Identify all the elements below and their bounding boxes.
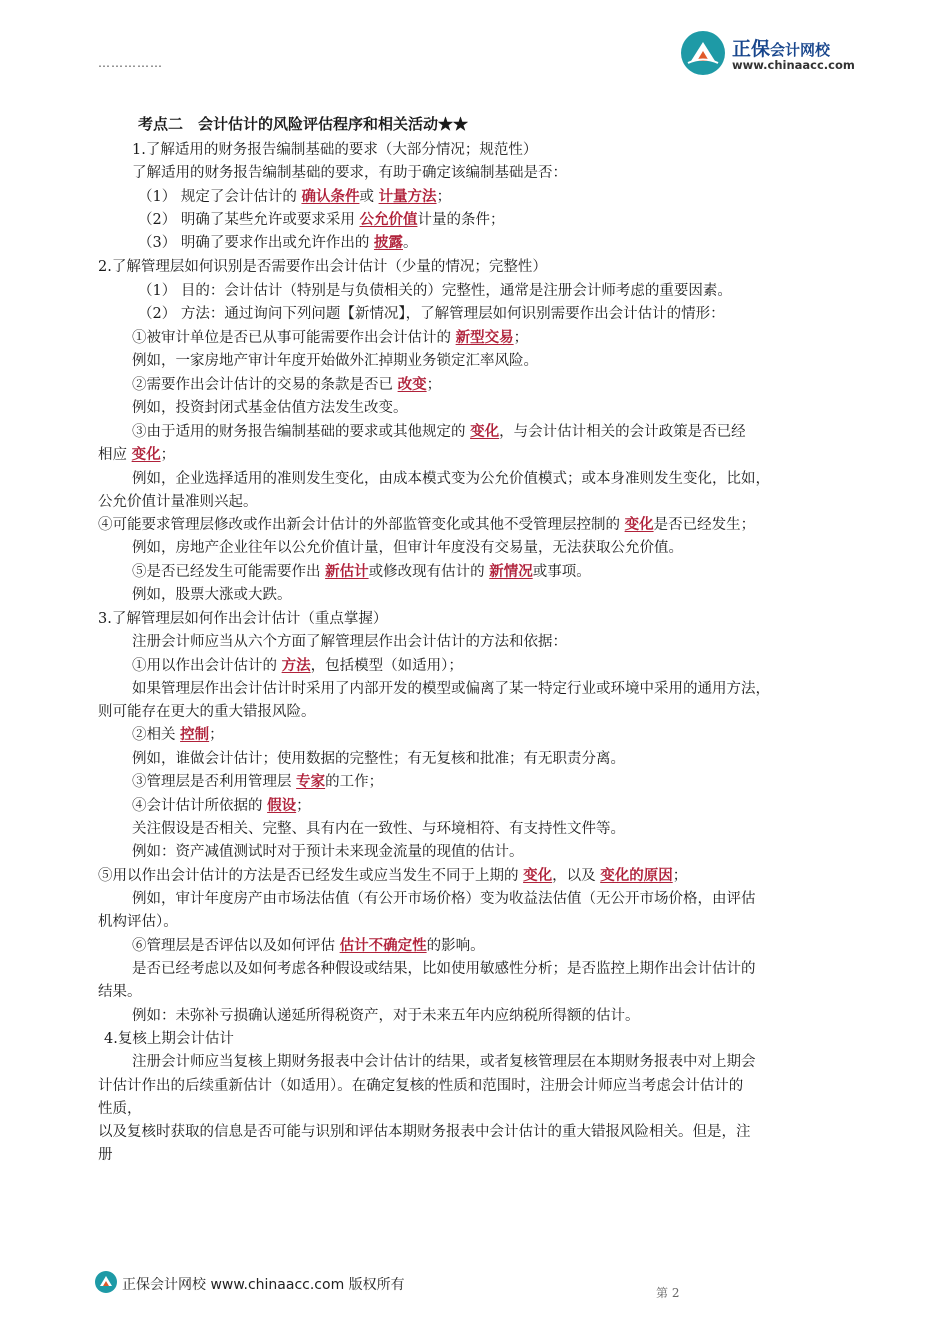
text-segment: 公允价值计量准则兴起。 [98, 494, 258, 510]
text-line [138, 209, 504, 231]
text-segment: ③管理层是否利用管理层 [132, 774, 297, 790]
text-segment: （1） 规定了会计估计的 [138, 189, 302, 205]
text-line [132, 724, 224, 746]
text-segment: 的工作； [325, 774, 384, 790]
text-segment: （3） 明确了要求作出或允许作出的 [138, 235, 374, 251]
footer-logo-icon [94, 1270, 118, 1294]
keyword-highlight: 变化 [470, 423, 500, 440]
text-line [132, 655, 463, 677]
text-line [132, 748, 625, 770]
text-line [132, 678, 770, 700]
text-segment: 是否已经发生； [653, 517, 756, 533]
text-line [98, 865, 687, 887]
text-segment: ； [436, 189, 452, 205]
text-segment: ； [513, 330, 529, 346]
text-segment: 结果。 [98, 984, 142, 1000]
text-segment: 如果管理层作出会计估计时采用了内部开发的模型或偏离了某一特定行业或环境中采用的通用方法， [132, 681, 770, 697]
text-line [132, 771, 383, 793]
text-line [138, 232, 417, 254]
text-line [98, 256, 547, 278]
brand-name [732, 34, 830, 61]
text-segment: 了解适用的财务报告编制基础的要求，有助于确定该编制基础是否： [132, 165, 567, 181]
header-running-title: …………… [98, 56, 163, 70]
text-line [132, 841, 524, 863]
keyword-highlight: 计量方法 [378, 188, 437, 205]
text-segment: ； [296, 798, 311, 814]
text-line [132, 561, 591, 583]
text-segment: ； [209, 727, 224, 743]
text-segment: 计估计作出的后续重新估计（如适用）。在确定复核的性质和范围时，注册会计师应当考虑会计估计的 [98, 1078, 744, 1094]
text-segment: ⑤用以作出会计估计的方法是否已经发生或应当发生不同于上期的 [98, 868, 524, 884]
text-segment: 计量的条件； [417, 212, 505, 228]
keyword-highlight: 新型交易 [455, 329, 514, 346]
text-segment: ③由于适用的财务报告编制基础的要求或其他规定的 [132, 424, 471, 440]
text-segment: ②相关 [132, 727, 181, 743]
text-segment: 则可能存在更大的重大错报风险。 [98, 704, 316, 720]
section-title: 考点二 会计估计的风险评估程序和相关活动★★ [138, 115, 469, 133]
text-line [98, 491, 258, 513]
text-segment: 例如，一家房地产审计年度开始做外汇掉期业务锁定汇率风险。 [132, 353, 538, 369]
text-line [98, 1121, 751, 1143]
keyword-highlight: 确认条件 [301, 188, 360, 205]
text-line [98, 514, 755, 536]
text-segment: 2.了解管理层如何识别是否需要作出会计估计（少量的情况；完整性） [98, 259, 547, 275]
text-line [138, 303, 725, 325]
text-segment: 或事项。 [532, 564, 591, 580]
text-segment: 或 [359, 189, 379, 205]
text-line [132, 818, 625, 840]
text-line [98, 1098, 142, 1120]
text-line [132, 327, 528, 349]
text-line [132, 162, 567, 184]
text-segment: 册 [98, 1147, 113, 1163]
text-line [132, 795, 311, 817]
keyword-highlight: 专家 [296, 773, 326, 790]
text-segment: ①被审计单位是否已从事可能需要作出会计估计的 [132, 330, 456, 346]
text-segment: （2） 方法：通过询问下列问题【新情况】，了解管理层如何识别需要作出会计估计的情形： [138, 306, 725, 322]
text-line [132, 374, 441, 396]
text-line [132, 1005, 640, 1027]
text-segment: ⑤是否已经发生可能需要作出 [132, 564, 326, 580]
keyword-highlight: 改变 [397, 376, 427, 393]
keyword-highlight: 公允价值 [359, 211, 418, 228]
text-line [132, 631, 567, 653]
text-line [132, 139, 537, 161]
text-segment: 例如，房地产企业往年以公允价值计量，但审计年度没有交易量，无法获取公允价值。 [132, 540, 683, 556]
text-segment: ，与会计估计相关的会计政策是否已经 [499, 424, 746, 440]
text-line [132, 397, 408, 419]
text-segment: 4.复核上期会计估计 [104, 1031, 234, 1047]
text-segment: ④可能要求管理层修改或作出新会计估计的外部监管变化或其他不受管理层控制的 [98, 517, 625, 533]
text-segment: 的影响。 [426, 938, 485, 954]
text-segment: 例如：资产减值测试时对于预计未来现金流量的现值的估计。 [132, 844, 524, 860]
text-segment: 性质， [98, 1101, 142, 1117]
text-segment: 例如，谁做会计估计；使用数据的完整性；有无复核和批准；有无职责分离。 [132, 751, 625, 767]
text-segment: 1.了解适用的财务报告编制基础的要求（大部分情况；规范性） [132, 142, 538, 158]
text-segment: 相应 [98, 447, 132, 463]
text-segment: （1） 目的：会计估计（特别是与负债相关的）完整性，通常是注册会计师考虑的重要因素。 [138, 283, 732, 299]
footer-copyright: 正保会计网校 www.chinaacc.com 版权所有 [122, 1277, 405, 1293]
text-line [98, 981, 142, 1003]
text-segment: ⑥管理层是否评估以及如何评估 [132, 938, 340, 954]
text-segment: 。 [402, 235, 418, 251]
text-line [98, 444, 175, 466]
text-line [132, 888, 756, 910]
text-segment: 例如，股票大涨或大跌。 [132, 587, 292, 603]
text-segment: 3.了解管理层如何作出会计估计（重点掌握） [98, 611, 388, 627]
text-line [132, 537, 683, 559]
keyword-highlight: 控制 [180, 726, 210, 743]
text-line [132, 584, 292, 606]
text-segment: 注册会计师应当复核上期财务报表中会计估计的结果，或者复核管理层在本期财务报表中对上期会 [132, 1054, 756, 1070]
text-segment: ④会计估计所依据的 [132, 798, 268, 814]
brand-logo[interactable] [680, 30, 880, 78]
text-segment: 注册会计师应当从六个方面了解管理层作出会计估计的方法和依据： [132, 634, 567, 650]
text-line [132, 468, 770, 490]
text-segment: ； [426, 377, 442, 393]
text-segment: 以及复核时获取的信息是否可能与识别和评估本期财务报表中会计估计的重大错报风险相关。但是，注 [98, 1124, 751, 1140]
text-line [98, 608, 387, 630]
text-segment: 或修改现有估计的 [368, 564, 490, 580]
text-segment: ； [160, 447, 176, 463]
page-number: 第 2 [656, 1286, 680, 1300]
keyword-highlight: 变化 [523, 867, 553, 884]
text-segment: 例如，审计年度房产由市场法估值（有公开市场价格）变为收益法估值（无公开市场价格，由评估 [132, 891, 756, 907]
text-line [132, 421, 746, 443]
keyword-highlight: 估计不确定性 [339, 937, 427, 954]
keyword-highlight: 披露 [373, 234, 403, 251]
text-segment: （2） 明确了某些允许或要求采用 [138, 212, 360, 228]
logo-emblem-icon [680, 30, 726, 76]
text-segment: 是否已经考虑以及如何考虑各种假设或结果，比如使用敏感性分析；是否监控上期作出会计估计的 [132, 961, 756, 977]
text-segment: 例如，投资封闭式基金估值方法发生改变。 [132, 400, 408, 416]
text-line [98, 911, 178, 933]
brand-main: 正保 [732, 38, 771, 60]
text-line [98, 701, 316, 723]
text-line [98, 1144, 113, 1166]
brand-sub: 会计网校 [770, 41, 831, 59]
keyword-highlight: 新情况 [489, 563, 533, 580]
keyword-highlight: 变化 [131, 446, 161, 463]
text-line [138, 280, 732, 302]
text-segment: ①用以作出会计估计的 [132, 658, 282, 674]
keyword-highlight: 变化 [624, 516, 654, 533]
keyword-highlight: 新估计 [325, 563, 369, 580]
text-line [98, 1075, 743, 1097]
text-line [132, 350, 538, 372]
text-line [104, 1028, 234, 1050]
text-segment: ，以及 [552, 868, 601, 884]
keyword-highlight: 变化的原因 [600, 867, 673, 884]
keyword-highlight: 假设 [267, 797, 297, 814]
text-segment: 例如：未弥补亏损确认递延所得税资产，对于未来五年内应纳税所得额的估计。 [132, 1008, 640, 1024]
text-segment: ，包括模型（如适用）； [310, 658, 463, 674]
text-line [132, 1051, 756, 1073]
brand-url: www.chinaacc.com [732, 58, 855, 72]
text-line [132, 935, 485, 957]
text-segment: ； [672, 868, 688, 884]
text-segment: 机构评估）。 [98, 914, 178, 930]
text-line [138, 186, 451, 208]
text-line [132, 958, 756, 980]
text-segment: 关注假设是否相关、完整、具有内在一致性、与环境相符、有支持性文件等。 [132, 821, 625, 837]
text-segment: 例如，企业选择适用的准则发生变化，由成本模式变为公允价值模式；或本身准则发生变化，比如， [132, 471, 770, 487]
keyword-highlight: 方法 [281, 657, 311, 674]
text-segment: ②需要作出会计估计的交易的条款是否已 [132, 377, 398, 393]
